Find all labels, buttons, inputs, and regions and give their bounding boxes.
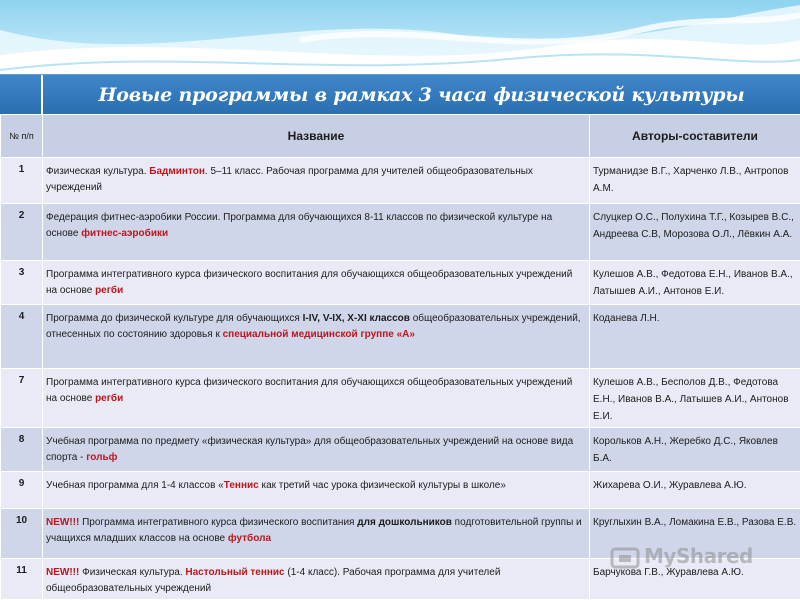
table-row	[1, 305, 800, 369]
program-authors: Корольков А.Н., Жеребко Д.С., Яковлев Б.А.	[590, 428, 800, 472]
program-name	[43, 428, 590, 472]
watermark-text: MyShared	[644, 544, 753, 568]
program-authors: Круглыхин В.А., Ломакина Е.В., Разова Е.В.	[590, 509, 800, 559]
program-name	[43, 559, 590, 600]
table-row	[1, 428, 800, 472]
column-header-authors: Авторы-составители	[590, 115, 800, 158]
highlighted-text: специальной медицинской группе «А»	[222, 329, 415, 340]
program-authors: Коданева Л.Н.	[590, 305, 800, 369]
highlighted-text: гольф	[86, 452, 118, 463]
highlighted-text: NEW!!!	[46, 567, 80, 578]
title-bar	[0, 74, 800, 115]
row-number: 3	[1, 261, 43, 305]
text-segment: общеобразовательных учреждений, отнесенных по состоянию здоровья к	[46, 313, 581, 340]
column-header-name: Название	[43, 115, 590, 158]
highlighted-text: Настольный теннис	[185, 567, 285, 578]
text-segment: Физическая культура.	[46, 166, 150, 177]
highlighted-text: Теннис	[223, 480, 259, 491]
program-authors: Жихарева О.И., Журавлева А.Ю.	[590, 472, 800, 509]
program-name	[43, 158, 590, 204]
text-segment: Программа интегративного курса физического воспитания	[79, 517, 358, 528]
highlighted-text: фитнес-аэробики	[81, 228, 169, 239]
program-name	[43, 369, 590, 428]
row-number: 1	[1, 158, 43, 204]
text-segment: (1-4 класс). Рабочая программа для учителей общеобразовательных учреждений	[46, 567, 501, 594]
text-segment: Программа до физической культуре для обучающихся	[46, 313, 303, 324]
table-row	[1, 204, 800, 261]
table-header-row	[1, 115, 800, 158]
text-segment: Физическая культура.	[79, 567, 186, 578]
table-row	[1, 261, 800, 305]
row-number: 9	[1, 472, 43, 509]
highlighted-text: регби	[95, 285, 124, 296]
table-row	[1, 369, 800, 428]
text-segment: Учебная программа для 1-4 классов «	[46, 480, 224, 491]
table-body	[1, 158, 800, 600]
row-number: 8	[1, 428, 43, 472]
program-name	[43, 261, 590, 305]
text-segment: как третий час урока физической культуры в школе»	[258, 480, 506, 491]
program-authors: Слуцкер О.С., Полухина Т.Г., Козырев В.С., Андреева С.В, Морозова О.Л., Лёвкин А.А.	[590, 204, 800, 261]
highlighted-text: футбола	[227, 533, 272, 544]
row-number: 11	[1, 559, 43, 600]
column-header-number: № п/п	[1, 115, 43, 158]
bold-text: I-IV, V-IX, X-XI классов	[302, 313, 410, 324]
program-name	[43, 472, 590, 509]
text-segment: подготовительной группы и учащихся младших классов на основе	[46, 517, 582, 544]
program-name	[43, 204, 590, 261]
table-row	[1, 472, 800, 509]
highlighted-text: Бадминтон	[149, 166, 205, 177]
row-number: 7	[1, 369, 43, 428]
page-title: Новые программы в рамках 3 часа физической культуры	[98, 84, 745, 106]
program-authors: Кулешов А.В., Бесполов Д.В., Федотова Е.Н., Иванов В.А., Латышев А.И., Антонов Е.И.	[590, 369, 800, 428]
highlighted-text: регби	[95, 393, 124, 404]
row-number: 2	[1, 204, 43, 261]
program-authors: Барчукова Г.В., Журавлева А.Ю.	[590, 559, 800, 600]
decorative-waves	[0, 0, 800, 80]
highlighted-text: NEW!!!	[46, 517, 80, 528]
programs-table	[0, 114, 800, 600]
text-segment: Программа интегративного курса физического воспитания для обучающихся общеобразовательных учреждений на основе	[46, 377, 573, 404]
row-number: 10	[1, 509, 43, 559]
program-name	[43, 305, 590, 369]
program-name	[43, 509, 590, 559]
table-row	[1, 559, 800, 600]
row-number: 4	[1, 305, 43, 369]
title-bar-left-cell	[0, 75, 43, 115]
bold-text: для дошкольников	[357, 517, 452, 528]
text-segment: . 5–11 класс. Рабочая программа для учителей общеобразовательных учреждений	[46, 166, 533, 193]
text-segment: Федерация фитнес-аэробики России. Программа для обучающихся 8-11 классов по физической культуре на основе	[46, 212, 553, 239]
text-segment: Учебная программа по предмету «физическая культура» для общеобразовательных учреждений на основе вида спорта -	[46, 436, 574, 463]
table-row	[1, 509, 800, 559]
program-authors: Кулешов А.В., Федотова Е.Н., Иванов В.А., Латышев А.И., Антонов Е.И.	[590, 261, 800, 305]
table-row	[1, 158, 800, 204]
text-segment: Программа интегративного курса физического воспитания для обучающихся общеобразовательных учреждений на основе	[46, 269, 573, 296]
program-authors: Турманидзе В.Г., Харченко Л.В., Антропов А.М.	[590, 158, 800, 204]
